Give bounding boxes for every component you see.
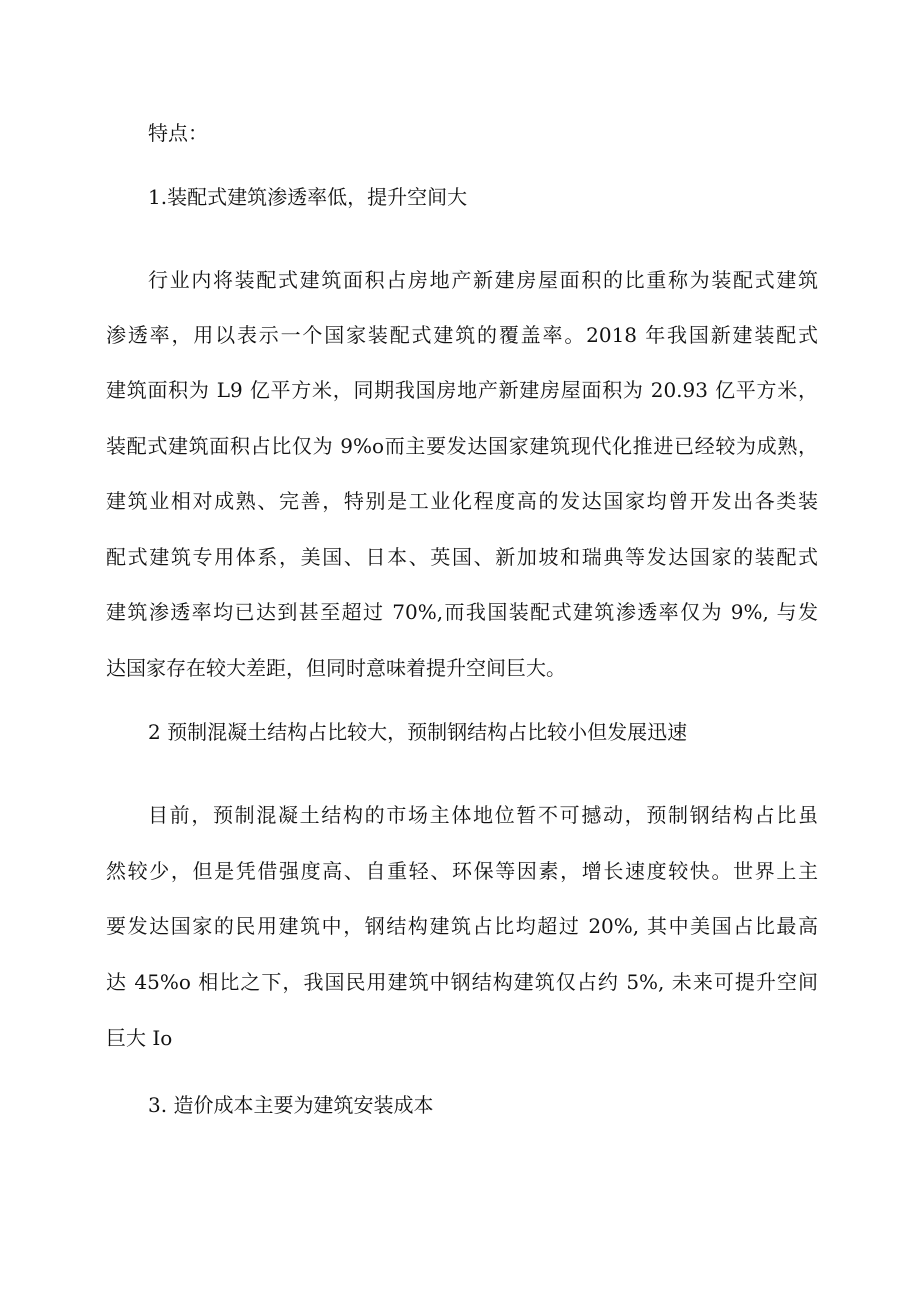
paragraph-line: 渗透率，用以表示一个国家装配式建筑的覆盖率。2018 年我国新建装配式 (106, 323, 818, 347)
paragraph-line: 建筑渗透率均已达到甚至超过 70%,而我国装配式建筑渗透率仅为 9%, 与发 (106, 600, 818, 624)
paragraph-line: 巨大 Io (106, 1026, 173, 1050)
section-3-title: 3. 造价成本主要为建筑安装成本 (148, 1093, 434, 1117)
paragraph-line: 达 45%o 相比之下，我国民用建筑中钢结构建筑仅占约 5%, 未来可提升空间 (106, 970, 818, 994)
paragraph-line: 建筑面积为 L9 亿平方米，同期我国房地产新建房屋面积为 20.93 亿平方米， (106, 378, 818, 402)
paragraph-line: 装配式建筑面积占比仅为 9%o而主要发达国家建筑现代化推进已经较为成熟， (106, 434, 818, 458)
paragraph-line: 建筑业相对成熟、完善，特别是工业化程度高的发达国家均曾开发出各类装 (106, 489, 818, 513)
section-2-title: 2 预制混凝土结构占比较大，预制钢结构占比较小但发展迅速 (148, 720, 688, 744)
paragraph-line: 目前，预制混凝土结构的市场主体地位暂不可撼动，预制钢结构占比虽 (148, 803, 818, 827)
paragraph-line: 配式建筑专用体系，美国、日本、英国、新加坡和瑞典等发达国家的装配式 (106, 545, 818, 569)
features-heading: 特点： (148, 121, 208, 145)
paragraph-line: 行业内将装配式建筑面积占房地产新建房屋面积的比重称为装配式建筑 (148, 268, 818, 292)
paragraph-line: 要发达国家的民用建筑中，钢结构建筑占比均超过 20%, 其中美国占比最高 (106, 914, 818, 938)
paragraph-line: 然较少，但是凭借强度高、自重轻、环保等因素，增长速度较快。世界上主 (106, 859, 818, 883)
paragraph-line: 达国家存在较大差距，但同时意味着提升空间巨大。 (106, 656, 566, 680)
section-1-title: 1.装配式建筑渗透率低，提升空间大 (148, 185, 468, 209)
